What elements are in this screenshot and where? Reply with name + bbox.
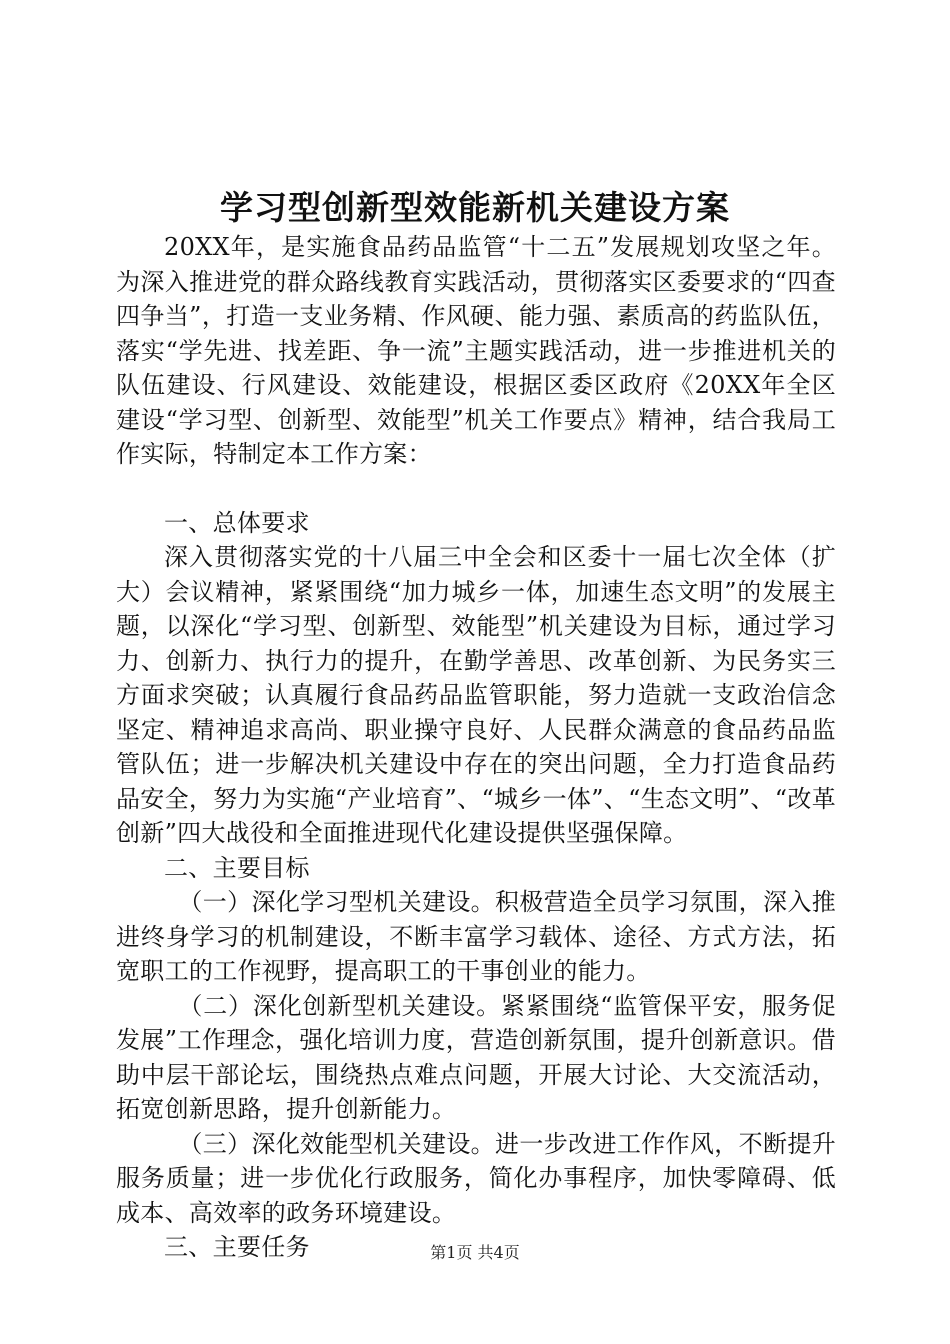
page-footer: 第1页 共4页 [430, 1243, 520, 1262]
goal-innovation-paragraph: （二）深化创新型机关建设。紧紧围绕“监管保平安，服务促发展”工作理念，强化培训力度，营造创新氛围，提升创新意识。借助中层干部论坛，围绕热点难点问题，开展大讨论、大交流活动，拓宽创新思路，提升创新能力。 [116, 991, 836, 1123]
goal-learning-paragraph: （一）深化学习型机关建设。积极营造全员学习氛围，深入推进终身学习的机制建设，不断丰富学习载体、途径、方式方法，拓宽职工的工作视野，提高职工的干事创业的能力。 [116, 888, 836, 985]
document-body [116, 230, 836, 1265]
section-heading-main-tasks: 三、主要任务 [164, 1233, 310, 1261]
goal-efficiency-paragraph: （三）深化效能型机关建设。进一步改进工作作风，不断提升服务质量；进一步优化行政服务，简化办事程序，加快零障碍、低成本、高效率的政务环境建设。 [116, 1129, 836, 1227]
section-heading-general-requirements: 一、总体要求 [164, 508, 310, 537]
intro-paragraph: 20XX年，是实施食品药品监管“十二五”发展规划攻坚之年。为深入推进党的群众路线教育实践活动，贯彻落实区委要求的“四查四争当”，打造一支业务精、作风硬、能力强、素质高的药监队伍，落实“学先进、找差距、争一流”主题实践活动，进一步推进机关的队伍建设、行风建设、效能建设，根据区委区政府《20XX年全区建设“学习型、创新型、效能型”机关工作要点》精神，结合我局工作实际，特制定本工作方案： [116, 233, 836, 468]
section-heading-main-goals: 二、主要目标 [164, 853, 310, 882]
document-title: 学习型创新型效能新机关建设方案 [220, 188, 730, 227]
general-requirements-paragraph: 深入贯彻落实党的十八届三中全会和区委十一届七次全体（扩大）会议精神，紧紧围绕“加力城乡一体，加速生态文明”的发展主题，以深化“学习型、创新型、效能型”机关建设为目标，通过学习力、创新力、执行力的提升，在勤学善思、改革创新、为民务实三方面求突破；认真履行食品药品监管职能，努力造就一支政治信念坚定、精神追求高尚、职业操守良好、人民群众满意的食品药品监管队伍；进一步解决机关建设中存在的突出问题，全力打造食品药品安全，努力为实施“产业培育”、“城乡一体”、“生态文明”、“改革创新”四大战役和全面推进现代化建设提供坚强保障。 [116, 543, 836, 847]
